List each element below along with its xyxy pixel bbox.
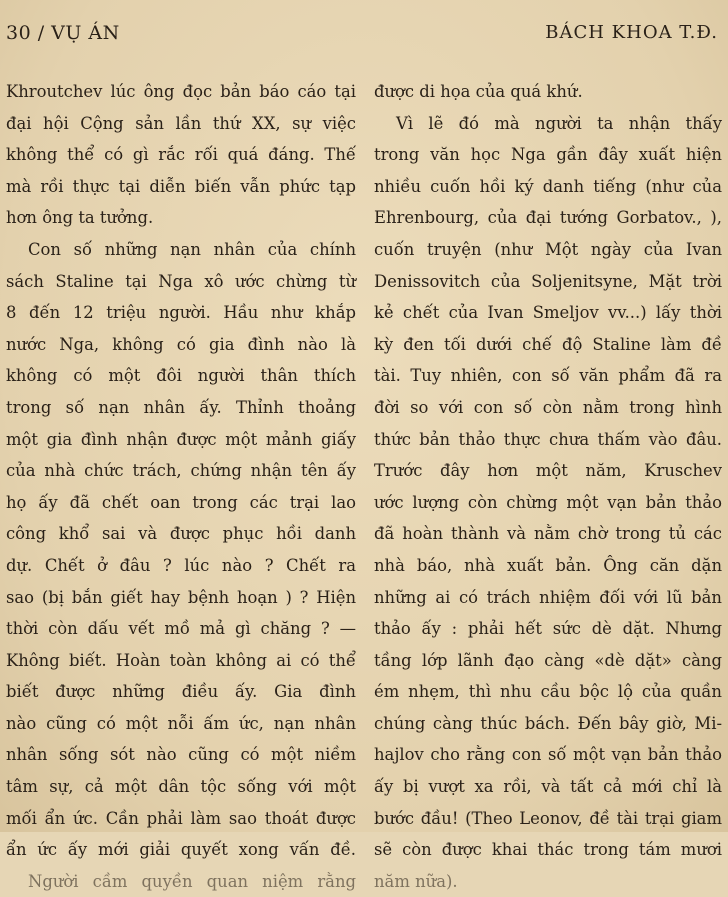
text-line: Trước đây hơn một năm, Kruschev (374, 461, 722, 481)
text-line: thời còn dấu vết mồ mả gì chăng ? — (6, 619, 356, 639)
text-line: tâm sự, cả một dân tộc sống với một (6, 777, 356, 797)
text-line: hajlov cho rằng con số một vạn bản thảo (374, 745, 722, 765)
text-line: bước đầu! (Theo Leonov, đề tài trại giam (374, 808, 722, 828)
text-line: trong số nạn nhân ấy. Thỉnh thoảng (6, 397, 356, 417)
text-line: sẽ còn được khai thác trong tám mươi (374, 840, 722, 860)
text-line: sao (bị bắn giết hay bệnh hoạn ) ? Hiện (6, 587, 356, 607)
text-line: thảo ấy : phải hết sức dè dặt. Nhưng (374, 619, 722, 639)
text-line: biết được những điều ấy. Gia đình (6, 682, 356, 702)
text-line: Vì lẽ đó mà người ta nhận thấy (396, 113, 722, 133)
text-line: ước lượng còn chừng một vạn bản thảo (374, 492, 722, 512)
text-line: tầng lớp lãnh đạo càng «dè dặt» càng (374, 650, 722, 670)
text-line: nào cũng có một nỗi ấm ức, nạn nhân (6, 713, 356, 733)
text-line: đời so với con số còn nằm trong hình (374, 397, 722, 417)
text-line: Ehrenbourg, của đại tướng Gorbatov., ), (374, 208, 722, 228)
text-line: tài. Tuy nhiên, con số văn phẩm đã ra (374, 366, 722, 386)
text-line: cuốn truyện (như Một ngày của Ivan (374, 239, 722, 259)
text-line: mà rồi thực tại diễn biến vẫn phức tạp (6, 176, 356, 196)
text-line: họ ấy đã chết oan trong các trại lao (6, 492, 356, 512)
text-line: đại hội Cộng sản lần thứ XX, sự việc (6, 113, 356, 133)
text-line: Người cầm quyền quan niệm rằng (28, 871, 356, 891)
text-line: kẻ chết của Ivan Smeljov vv...) lấy thời (374, 303, 722, 323)
right-column (374, 76, 722, 897)
text-line: kỳ đen tối dưới chế độ Staline làm đề (374, 334, 722, 354)
text-line: chúng càng thúc bách. Đến bây giờ, Mi- (374, 713, 722, 733)
text-line: nhà báo, nhà xuất bản. Ông căn dặn (374, 555, 722, 575)
text-line: Khroutchev lúc ông đọc bản báo cáo tại (6, 82, 356, 101)
text-line: ém nhẹm, thì nhu cầu bộc lộ của quần (374, 682, 722, 702)
text-line: nước Nga, không có gia đình nào là (6, 334, 356, 354)
text-line: nhiều cuốn hồi ký danh tiếng (như của (374, 176, 722, 196)
text-line: không có một đôi người thân thích (6, 366, 356, 386)
text-line: một gia đình nhận được một mảnh giấy (6, 429, 356, 449)
text-line: đã hoàn thành và nằm chờ trong tủ các (374, 524, 722, 544)
text-line: dự. Chết ở đâu ? lúc nào ? Chết ra (6, 555, 356, 575)
text-line: sách Staline tại Nga xô ước chừng từ (6, 271, 356, 291)
publication-title: BÁCH KHOA T.Đ. (545, 22, 718, 43)
text-line: hơn ông ta tưởng. (6, 208, 154, 228)
page-number-section: 30 / VỤ ÁN (6, 22, 120, 44)
left-column (6, 76, 356, 897)
text-line: trong văn học Nga gần đây xuất hiện (374, 145, 722, 165)
text-line: những ai có trách nhiệm đối với lũ bản (374, 587, 722, 607)
text-line: ấy bị vượt xa rồi, và tất cả mới chỉ là (374, 777, 722, 797)
text-line: ẩn ức ấy mới giải quyết xong vấn đề. (6, 840, 356, 860)
text-line: Denissovitch của Soljenitsyne, Mặt trời (374, 271, 722, 291)
text-line: 8 đến 12 triệu người. Hầu như khắp (6, 303, 356, 323)
text-line: thức bản thảo thực chưa thấm vào đâu. (374, 429, 722, 449)
text-line: không thể có gì rắc rối quá đáng. Thế (6, 145, 356, 165)
text-line: nhân sống sót nào cũng có một niềm (6, 745, 356, 765)
text-line: Con số những nạn nhân của chính (28, 239, 356, 259)
text-line: của nhà chức trách, chứng nhận tên ấy (6, 461, 356, 481)
text-line: được di họa của quá khứ. (374, 82, 583, 101)
text-line: năm nữa). (374, 871, 458, 891)
text-line: Không biết. Hoàn toàn không ai có thể (6, 650, 356, 670)
page-header (6, 22, 718, 52)
text-line: công khổ sai và được phục hồi danh (6, 524, 356, 544)
text-line: mối ẩn ức. Cần phải làm sao thoát được (6, 808, 356, 828)
